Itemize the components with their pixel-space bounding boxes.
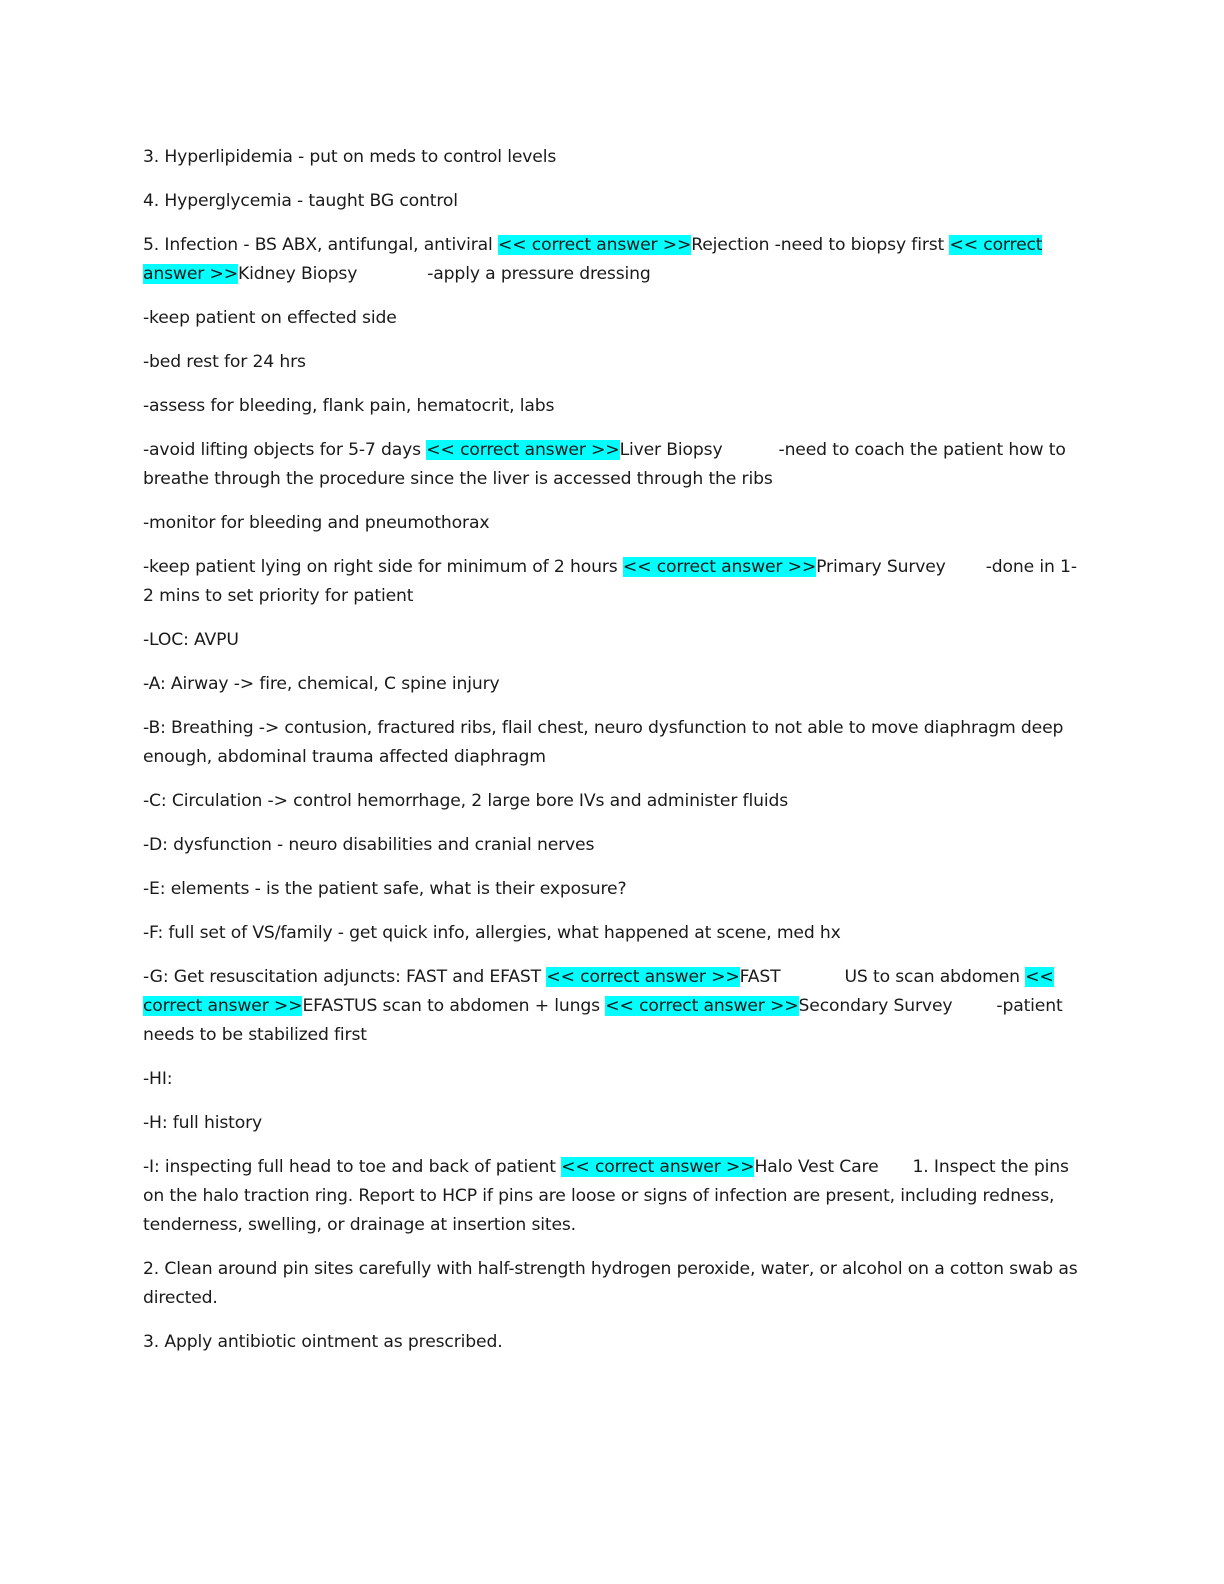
text-halo-vest-care: Halo Vest Care: [754, 1157, 879, 1177]
text-set-priority: -done in 1-2 mins to set priority for patient: [143, 557, 1077, 606]
text-rejection: Rejection -need to biopsy first: [691, 235, 950, 255]
paragraph-hi: -HI:: [143, 1069, 173, 1089]
paragraph-circulation: -C: Circulation -> control hemorrhage, 2 large bore IVs and administer fluids: [143, 791, 789, 811]
correct-answer-highlight: << correct answer >>: [546, 967, 740, 987]
correct-answer-highlight: correct answer >>: [143, 996, 303, 1016]
paragraph-clean-pin-sites: 2. Clean around pin sites carefully with half-strength hydrogen peroxide, water, or alcohol on a cotton swab as directed.: [143, 1259, 1078, 1308]
text-stabilized-first: -patient needs to be stabilized first: [143, 996, 1063, 1045]
paragraph-dysfunction: -D: dysfunction - neuro disabilities and cranial nerves: [143, 835, 595, 855]
paragraph-bed-rest: -bed rest for 24 hrs: [143, 352, 306, 372]
text-secondary-survey: Secondary Survey: [798, 996, 953, 1016]
paragraph-effected-side: -keep patient on effected side: [143, 308, 397, 328]
text-us-scan-abdomen: US to scan abdomen: [844, 967, 1026, 987]
text-infection: 5. Infection - BS ABX, antifungal, antiviral: [143, 235, 498, 255]
text-pressure-dressing: -apply a pressure dressing: [427, 264, 651, 284]
paragraph-halo-vest-care: [143, 1153, 1079, 1240]
paragraph-full-history: -H: full history: [143, 1113, 263, 1133]
paragraph-loc: -LOC: AVPU: [143, 630, 239, 650]
paragraph-assess-bleeding: -assess for bleeding, flank pain, hematocrit, labs: [143, 396, 555, 416]
paragraph-breathing: -B: Breathing -> contusion, fractured ribs, flail chest, neuro dysfunction to not able to move diaphragm deep enough, abdominal trauma affected diaphragm: [143, 718, 1064, 767]
text-resuscitation-adjuncts: -G: Get resuscitation adjuncts: FAST and EFAST: [143, 967, 547, 987]
paragraph-hyperglycemia: 4. Hyperglycemia - taught BG control: [143, 191, 458, 211]
correct-answer-highlight: answer >>: [143, 264, 238, 284]
text-right-side: -keep patient lying on right side for minimum of 2 hours: [143, 557, 623, 577]
paragraph-primary-survey: [143, 553, 1079, 611]
correct-answer-highlight: << correct answer >>: [622, 557, 817, 577]
document-body: [143, 143, 1079, 1372]
paragraph-airway: -A: Airway -> fire, chemical, C spine injury: [143, 674, 500, 694]
text-fast: FAST: [739, 967, 781, 987]
text-inspecting-head-to-toe: -I: inspecting full head to toe and back of patient: [143, 1157, 562, 1177]
paragraph-infection-kidney-biopsy: [143, 231, 1079, 289]
text-liver-biopsy: Liver Biopsy: [619, 440, 723, 460]
correct-answer-highlight: << correct answer >>: [497, 235, 692, 255]
text-kidney-biopsy: Kidney Biopsy: [238, 264, 358, 284]
text-avoid-lifting: -avoid lifting objects for 5-7 days: [143, 440, 427, 460]
correct-answer-highlight: <<: [1025, 967, 1054, 987]
paragraph-fast-secondary-survey: [143, 963, 1079, 1050]
correct-answer-highlight: << correct: [949, 235, 1043, 255]
paragraph-monitor-pneumothorax: -monitor for bleeding and pneumothorax: [143, 513, 490, 533]
paragraph-full-set-vs: -F: full set of VS/family - get quick info, allergies, what happened at scene, med hx: [143, 923, 841, 943]
text-efast: EFASTUS scan to abdomen + lungs: [302, 996, 606, 1016]
paragraph-elements: -E: elements - is the patient safe, what is their exposure?: [143, 879, 627, 899]
text-primary-survey: Primary Survey: [816, 557, 946, 577]
correct-answer-highlight: << correct answer >>: [561, 1157, 755, 1177]
text-inspect-pins: 1. Inspect the pins on the halo traction ring. Report to HCP if pins are loose or signs of infection are present, including redness, tenderness, swelling, or drainage at insertion sites.: [143, 1157, 1069, 1235]
correct-answer-highlight: << correct answer >>: [605, 996, 799, 1016]
paragraph-liver-biopsy: [143, 436, 1079, 494]
correct-answer-highlight: << correct answer >>: [426, 440, 620, 460]
paragraph-antibiotic-ointment: 3. Apply antibiotic ointment as prescribed.: [143, 1332, 503, 1352]
text-coach-breathing: -need to coach the patient how to breathe through the procedure since the liver is accessed through the ribs: [143, 440, 1066, 489]
paragraph-hyperlipidemia: 3. Hyperlipidemia - put on meds to control levels: [143, 147, 557, 167]
